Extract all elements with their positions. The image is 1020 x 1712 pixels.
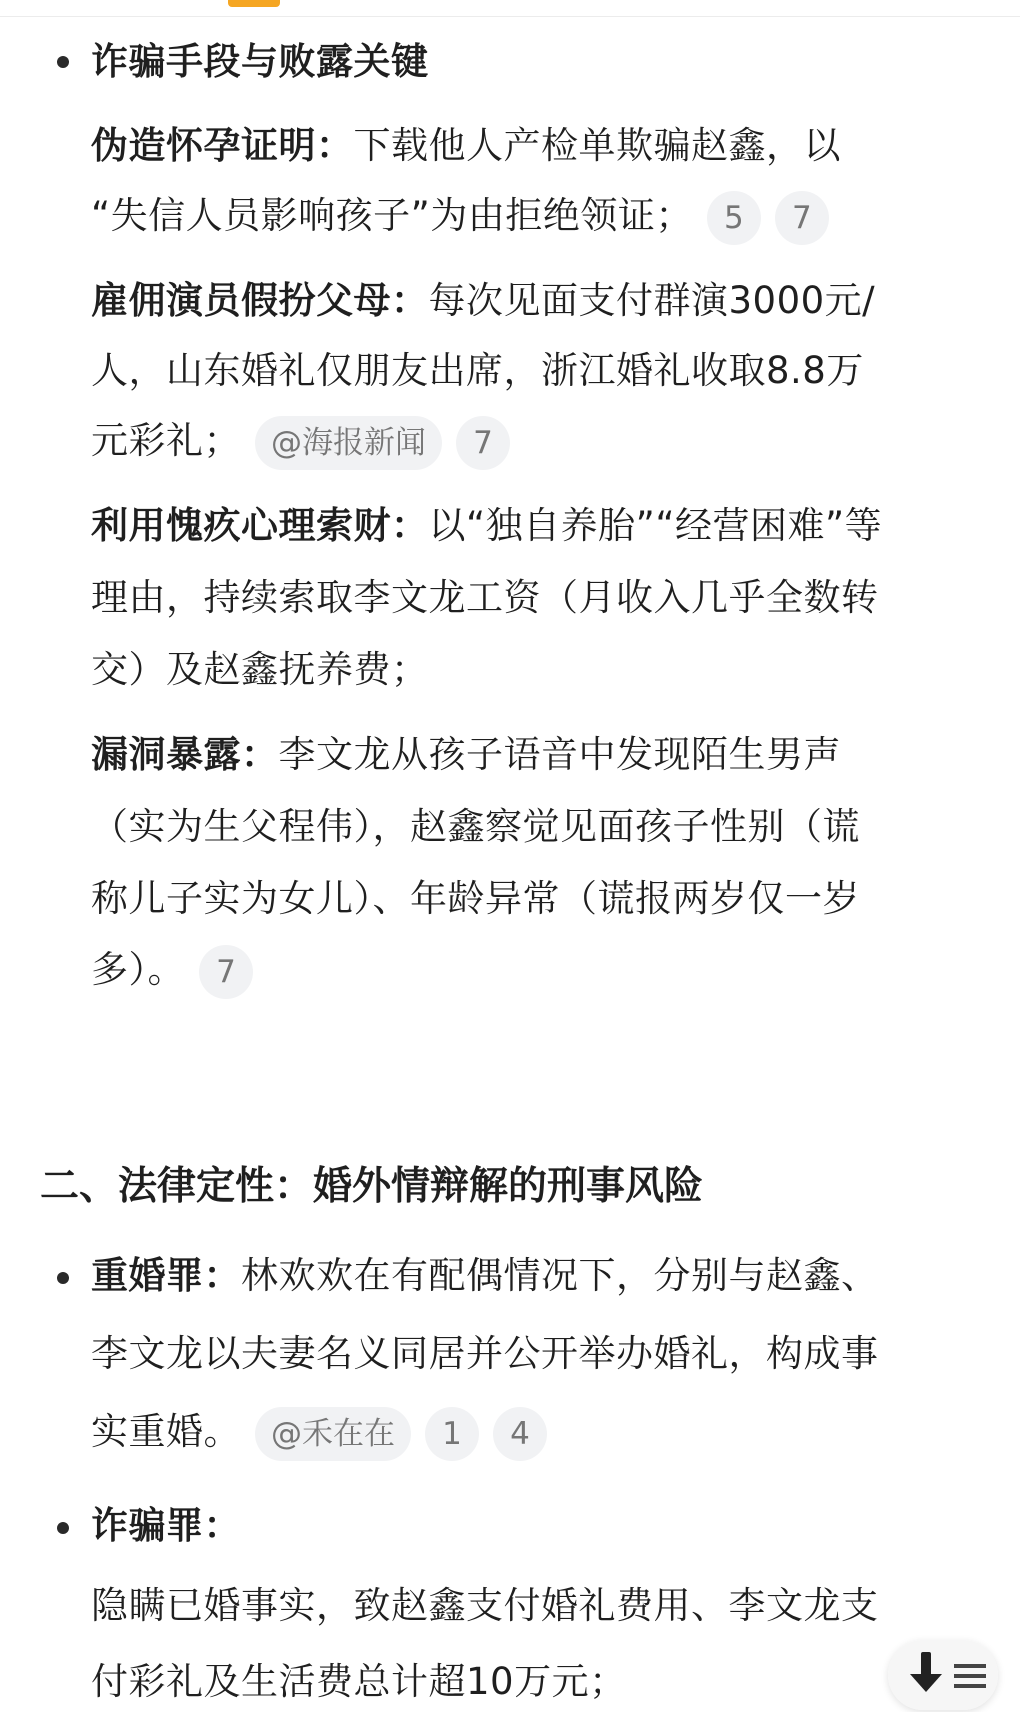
item-line xyxy=(91,1324,879,1384)
item-text: 实重婚。 xyxy=(91,1410,241,1453)
item-text: 人，山东婚礼仅朋友出席，浙江婚礼收取8.8万 xyxy=(91,349,864,392)
item-line xyxy=(91,869,860,929)
item-label: 伪造怀孕证明： xyxy=(91,124,354,167)
item-text: 下载他人产检单欺骗赵鑫，以 xyxy=(353,124,841,167)
item-text: 理由，持续索取李文龙工资（月收入几乎全数转 xyxy=(91,576,879,619)
item-text: “失信人员影响孩子”为由拒绝领证； xyxy=(91,194,693,237)
item-label: 诈骗罪： xyxy=(91,1504,241,1547)
item-line xyxy=(91,1576,879,1636)
item-line xyxy=(91,116,841,176)
item-line xyxy=(91,640,429,700)
item-text: 付彩礼及生活费总计超10万元； xyxy=(91,1660,627,1703)
section-title: 二、法律定性：婚外情辩解的刑事风险 xyxy=(40,1164,704,1209)
list-icon xyxy=(954,1662,986,1690)
item-text: 元彩礼； xyxy=(91,419,241,462)
item-text: 李文龙从孩子语音中发现陌生男声 xyxy=(278,733,841,776)
item-label: 利用愧疚心理索财： xyxy=(91,504,429,547)
item-line xyxy=(91,1652,627,1712)
item-text: 以“独自养胎”“经营困难”等 xyxy=(428,504,883,547)
item-line xyxy=(91,797,860,857)
item-label: 漏洞暴露： xyxy=(91,733,279,776)
item-line xyxy=(91,496,882,556)
item-line xyxy=(91,186,829,246)
bullet-dot xyxy=(57,56,69,68)
item-text: 称儿子实为女儿）、年龄异常（谎报两岁仅一岁 xyxy=(91,877,860,920)
reference-chip[interactable]: 1 xyxy=(425,1407,479,1461)
item-text: 交）及赵鑫抚养费； xyxy=(91,648,429,691)
arrow-down-icon xyxy=(908,1650,944,1694)
item-line xyxy=(91,568,879,628)
reference-chip[interactable]: 7 xyxy=(775,191,829,245)
item-text: 每次见面支付群演3000元/ xyxy=(428,279,876,322)
item-line xyxy=(91,940,253,1000)
item-text: 李文龙以夫妻名义同居并公开举办婚礼，构成事 xyxy=(91,1332,879,1375)
item-text: （实为生父程伟），赵鑫察觉见面孩子性别（谎 xyxy=(91,805,860,848)
bullet-dot xyxy=(57,1272,69,1284)
item-line xyxy=(91,271,875,331)
scroll-down-button[interactable] xyxy=(888,1640,998,1710)
reference-chip[interactable]: 7 xyxy=(456,416,510,470)
item-line xyxy=(91,411,510,471)
source-chip[interactable]: @海报新闻 xyxy=(255,416,442,470)
reference-chip[interactable]: 4 xyxy=(493,1407,547,1461)
item-line xyxy=(91,725,841,785)
item-label: 重婚罪： xyxy=(91,1254,241,1297)
item-text: 多）。 xyxy=(91,948,185,991)
item-line xyxy=(91,1402,547,1462)
subsection-heading: 诈骗手段与败露关键 xyxy=(91,40,429,83)
source-chip[interactable]: @禾在在 xyxy=(255,1407,411,1461)
reference-chip[interactable]: 5 xyxy=(707,191,761,245)
bullet-dot xyxy=(57,1522,69,1534)
item-text: 林欢欢在有配偶情况下，分别与赵鑫、 xyxy=(241,1254,879,1297)
item-label: 雇佣演员假扮父母： xyxy=(91,279,429,322)
item-text: 隐瞒已婚事实，致赵鑫支付婚礼费用、李文龙支 xyxy=(91,1584,879,1627)
item-line xyxy=(91,341,864,401)
reference-chip[interactable]: 7 xyxy=(199,945,253,999)
item-line xyxy=(91,1246,879,1306)
